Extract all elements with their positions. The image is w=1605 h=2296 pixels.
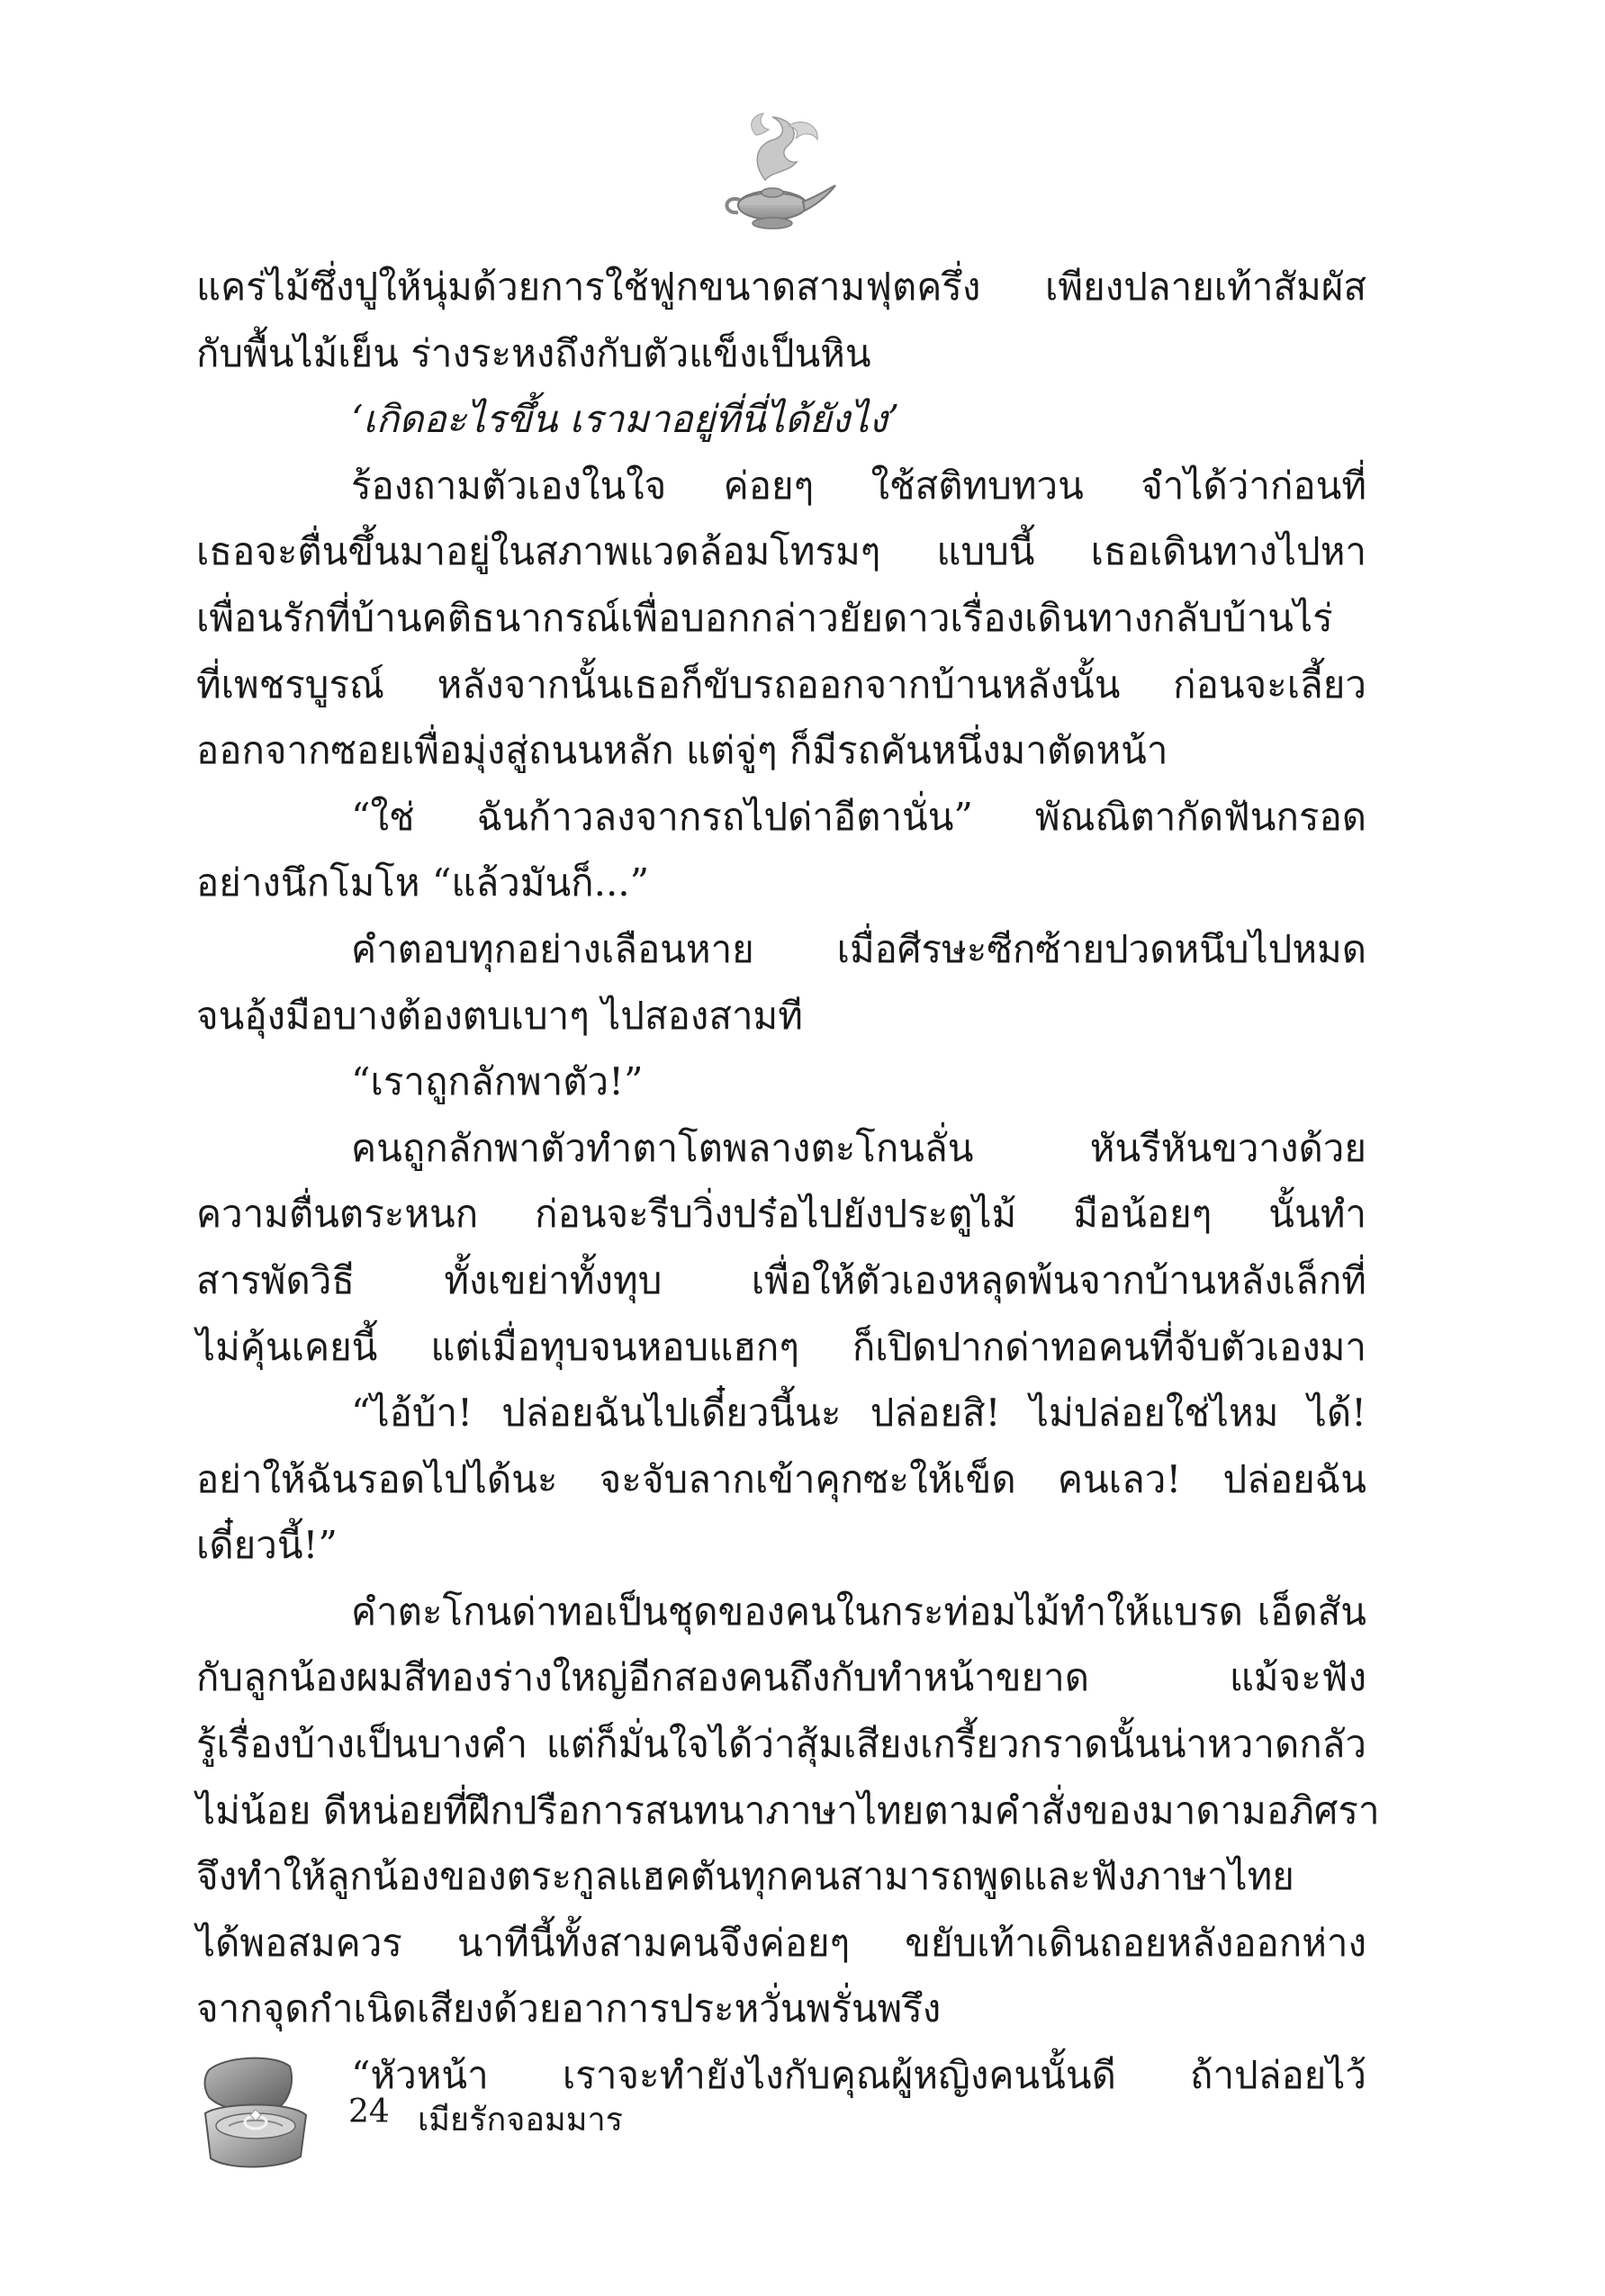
text-line: จากจุดกำเนิดเสียงด้วยอาการประหวั่นพรั่นพรึง xyxy=(196,1986,942,2031)
text-line: ไม่น้อย ดีหน่อยที่ฝึกปรือการสนทนาภาษาไทยตามคำสั่งของมาดามอภิศรา xyxy=(196,1787,1380,1832)
text-line: แคร่ไม้ซึ่งปูให้นุ่มด้วยการใช้ฟูกขนาดสามฟุตครึ่ง เพียงปลายเท้าสัมผัส xyxy=(196,265,1366,309)
text-line: จึงทำให้ลูกน้องของตระกูลแฮคตันทุกคนสามารถพูดและฟังภาษาไทย xyxy=(196,1854,1294,1899)
text-line: เพื่อนรักที่บ้านคติธนากรณ์เพื่อบอกกล่าวยัยดาวเรื่องเดินทางกลับบ้านไร่ xyxy=(196,595,1333,640)
book-title: เมียรักจอมมาร xyxy=(418,2102,623,2138)
text-line: เดี๋ยวนี้!” xyxy=(196,1523,338,1568)
text-line: กับลูกน้องผมสีทองร่างใหญ่อีกสองคนถึงกับทำหน้าขยาด แม้จะฟัง xyxy=(196,1655,1366,1700)
text-line: สารพัดวิธี ทั้งเขย่าทั้งทุบ เพื่อให้ตัวเองหลุดพ้นจากบ้านหลังเล็กที่ xyxy=(196,1257,1366,1302)
text-line: ออกจากซอยเพื่อมุ่งสู่ถนนหลัก แต่จู่ๆ ก็มีรถคันหนึ่งมาตัดหน้า xyxy=(196,728,1168,773)
text-line-thought: ‘เกิดอะไรขึ้น เรามาอยู่ที่นี่ได้ยังไง’ xyxy=(351,397,900,442)
text-line: ได้พอสมควร นาทีนี้ทั้งสามคนจึงค่อยๆ ขยับเท้าเดินถอยหลังออกห่าง xyxy=(196,1920,1366,1965)
text-line: ความตื่นตระหนก ก่อนจะรีบวิ่งปร๋อไปยังประตูไม้ มือน้อยๆ นั้นทำ xyxy=(196,1192,1366,1237)
text-line: จนอุ้งมือบางต้องตบเบาๆ ไปสองสามที xyxy=(196,993,803,1038)
page-footer xyxy=(189,2043,819,2178)
text-line: “ใช่ ฉันก้าวลงจากรถไปด่าอีตานั่น” พัณณิตากัดฟันกรอด xyxy=(351,794,1366,839)
text-line: “ไอ้บ้า! ปล่อยฉันไปเดี๋ยวนี้นะ ปล่อยสิ! ไม่ปล่อยใช่ไหม ได้! xyxy=(351,1391,1366,1436)
text-line: คนถูกลักพาตัวทำตาโตพลางตะโกนลั่น หันรีหันขวางด้วย xyxy=(351,1125,1366,1170)
text-line: อย่าให้ฉันรอดไปได้นะ จะจับลากเข้าคุกซะให้เข็ด คนเลว! ปล่อยฉัน xyxy=(196,1456,1366,1501)
text-line: ร้องถามตัวเองในใจ ค่อยๆ ใช้สติทบทวน จำได้ว่าก่อนที่ xyxy=(351,463,1366,508)
text-line: ไม่คุ้นเคยนี้ แต่เมื่อทุบจนหอบแฮกๆ ก็เปิดปากด่าทอคนที่จับตัวเองมา xyxy=(196,1324,1366,1369)
page-body-text xyxy=(196,254,1380,2109)
magic-lamp-icon xyxy=(702,99,846,243)
page-number: 24 xyxy=(348,2093,390,2130)
text-line: “เราถูกลักพาตัว!” xyxy=(351,1059,644,1104)
text-line: คำตะโกนด่าทอเป็นชุดของคนในกระท่อมไม้ทำให้แบรด เอ็ดสัน xyxy=(351,1589,1366,1634)
text-line: คำตอบทุกอย่างเลือนหาย เมื่อศีรษะซีกซ้ายปวดหนึบไปหมด xyxy=(351,926,1366,971)
text-line: รู้เรื่องบ้างเป็นบางคำ แต่ก็มั่นใจได้ว่าสุ้มเสียงเกรี้ยวกราดนั้นน่าหวาดกลัว xyxy=(196,1722,1366,1767)
text-line: “หัวหน้า เราจะทำยังไงกับคุณผู้หญิงคนนั้นดี ถ้าปล่อยไว้ xyxy=(351,2053,1366,2098)
ring-box-icon xyxy=(189,2043,324,2178)
text-line: เธอจะตื่นขึ้นมาอยู่ในสภาพแวดล้อมโทรมๆ แบบนี้ เธอเดินทางไปหา xyxy=(196,529,1366,574)
text-line: ที่เพชรบูรณ์ หลังจากนั้นเธอก็ขับรถออกจากบ้านหลังนั้น ก่อนจะเลี้ยว xyxy=(196,662,1366,707)
text-line: อย่างนึกโมโห “แล้วมันก็...” xyxy=(196,860,650,905)
text-line: กับพื้นไม้เย็น ร่างระหงถึงกับตัวแข็งเป็นหิน xyxy=(196,330,871,375)
